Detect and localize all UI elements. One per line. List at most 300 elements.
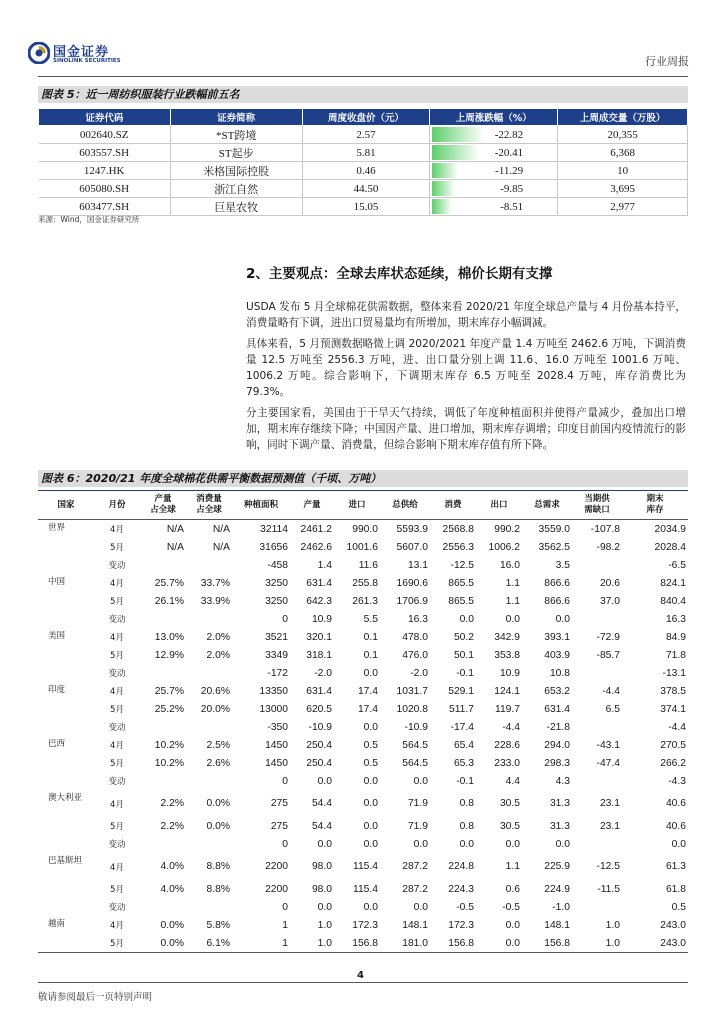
value-cell: 0.0 (363, 820, 378, 832)
value-cell: 0.0 (555, 613, 570, 625)
security-code: 603477.SH (39, 198, 171, 216)
value-cell: 115.4 (352, 861, 378, 872)
value-cell: 298.3 (544, 757, 570, 769)
figure5-title: 图表 5：近一周纺织服装行业跌幅前五名 (38, 86, 688, 103)
value-cell: N/A (166, 523, 184, 535)
value-cell: 0.0 (363, 901, 378, 913)
value-cell: 0.0 (505, 613, 520, 625)
table-row (38, 682, 688, 700)
value-cell: 61.8 (665, 883, 686, 895)
value-cell: -72.9 (596, 631, 620, 643)
value-cell: 0.5 (363, 739, 378, 751)
value-cell: 25.2% (154, 703, 184, 715)
change-cell (430, 162, 558, 180)
value-cell: 16.3 (665, 613, 686, 625)
value-cell: 4.0% (160, 883, 184, 895)
month-cell: 4月 (110, 741, 124, 751)
close-price: 44.50 (302, 180, 430, 198)
value-cell: -2.0 (410, 667, 428, 679)
security-name: ST起步 (170, 144, 302, 162)
value-cell: 2.2% (160, 798, 184, 809)
change-value: -8.51 (500, 200, 524, 213)
value-cell: 990.0 (352, 523, 378, 535)
figure6-title: 图表 6：2020/21 年度全球棉花供需平衡数据预测值（千顷、万吨） (38, 470, 688, 487)
value-cell (140, 556, 186, 574)
value-cell: 4.4 (505, 775, 520, 787)
value-cell: 16.3 (407, 613, 428, 625)
value-cell: -0.1 (456, 667, 474, 679)
col-header: 证券简称 (170, 109, 302, 126)
month-cell: 4月 (110, 862, 124, 873)
value-cell: 3250 (265, 595, 288, 607)
table-row (39, 180, 688, 198)
volume: 20,355 (558, 126, 688, 144)
value-cell: 26.1% (154, 595, 184, 607)
value-cell: 33.7% (200, 577, 230, 589)
value-cell: 98.0 (311, 861, 332, 872)
value-cell: 243.0 (660, 919, 686, 931)
table-row (39, 162, 688, 180)
value-cell: 0.0 (413, 901, 428, 913)
value-cell: -4.4 (502, 721, 520, 733)
country-cell: 越南 (48, 919, 66, 929)
month-cell: 4月 (110, 687, 124, 697)
country-cell: 美国 (48, 631, 66, 641)
value-cell: 0.0 (363, 775, 378, 787)
value-cell: 13350 (259, 685, 288, 697)
value-cell: 865.5 (448, 577, 474, 589)
table-row (38, 817, 688, 835)
month-cell: 5月 (94, 934, 140, 953)
value-cell: 1.4 (317, 559, 332, 571)
value-cell: 1450 (265, 757, 288, 769)
security-code: 1247.HK (39, 162, 171, 180)
value-cell: 23.1 (599, 798, 620, 809)
company-logo (28, 40, 133, 72)
country-cell (38, 700, 94, 718)
value-cell (140, 718, 186, 736)
value-cell: 8.8% (206, 883, 230, 895)
country-cell (38, 610, 94, 628)
value-cell: 2.0% (206, 649, 230, 661)
country-cell (38, 592, 94, 610)
value-cell: 54.4 (311, 798, 332, 809)
value-cell: -0.5 (502, 901, 520, 913)
country-cell (38, 817, 94, 835)
change-cell (430, 198, 558, 216)
value-cell: 0.0% (160, 919, 184, 931)
value-cell: 156.8 (430, 934, 476, 953)
value-cell: 2200 (265, 861, 288, 872)
value-cell: 3559.0 (538, 523, 570, 535)
value-cell: -17.4 (450, 721, 474, 733)
value-cell: 71.8 (665, 649, 686, 661)
country-cell (38, 754, 94, 772)
value-cell: 0.0 (413, 838, 428, 850)
value-cell: 2568.8 (442, 523, 474, 535)
col-header: 上周成交量（万股） (558, 109, 688, 126)
value-cell: 156.8 (522, 934, 572, 953)
figure6-table (38, 490, 688, 953)
value-cell: 2.0% (206, 631, 230, 643)
change-bar (432, 181, 454, 196)
change-value: -20.41 (494, 146, 524, 159)
change-cell (430, 126, 558, 144)
value-cell: 266.2 (660, 757, 686, 769)
value-cell: 10.9 (311, 613, 332, 625)
value-cell: 824.1 (660, 577, 686, 589)
value-cell: 393.1 (544, 631, 570, 643)
value-cell: 225.9 (544, 861, 570, 872)
value-cell: 0.0 (317, 901, 332, 913)
value-cell: 50.1 (453, 649, 474, 661)
month-cell: 5月 (110, 543, 124, 553)
value-cell: 866.6 (544, 577, 570, 589)
sinolink-logo-icon (28, 42, 50, 64)
value-cell (186, 664, 232, 682)
col-header: 当期供 需缺口 (572, 491, 622, 520)
value-cell: 5593.9 (396, 523, 428, 535)
security-name: 巨星农牧 (170, 198, 302, 216)
country-cell: 巴基斯坦 (48, 856, 83, 866)
value-cell: 98.0 (311, 883, 332, 895)
paragraph-2: 具体来看，5 月预测数据略微上调 2020/2021 年度产量 1.4 万吨至 2462.6 万吨，下调消费量 12.5 万吨至 2556.3 万吨，进、出口量分别上调 11.6、16.0 万吨至 1001.6 万吨、1006.2 万吨。综合影响下，下调期末库存 6.5 万吨至 2028.4 万吨，库存消费比为 79.3%。 (246, 338, 686, 398)
value-cell: 564.5 (402, 739, 428, 751)
value-cell: 181.0 (380, 934, 430, 953)
value-cell: 318.1 (306, 649, 332, 661)
value-cell: -172 (267, 667, 288, 679)
value-cell: 653.2 (544, 685, 570, 697)
value-cell: 1.0 (605, 919, 620, 931)
value-cell: 71.9 (407, 798, 428, 809)
value-cell: 31656 (259, 541, 288, 553)
value-cell: 1706.9 (396, 595, 428, 607)
col-header: 周度收盘价（元） (302, 109, 430, 126)
value-cell: 275 (270, 798, 288, 809)
value-cell: 0 (282, 901, 288, 913)
value-cell: 0.0 (317, 775, 332, 787)
value-cell: 6.1% (186, 934, 232, 953)
value-cell: 320.1 (306, 631, 332, 643)
col-header: 证券代码 (39, 109, 171, 126)
value-cell: 1450 (265, 739, 288, 751)
country-cell: 印度 (48, 685, 66, 695)
value-cell: 0 (282, 775, 288, 787)
change-bar (432, 199, 451, 214)
table-row (38, 646, 688, 664)
month-cell: 5月 (110, 885, 124, 895)
value-cell: 0.0 (363, 838, 378, 850)
month-cell: 5月 (110, 759, 124, 769)
value-cell (186, 898, 232, 916)
value-cell: 378.5 (660, 685, 686, 697)
change-cell (430, 144, 558, 162)
country-cell (38, 835, 94, 853)
month-cell: 4月 (110, 921, 124, 931)
value-cell: -0.1 (456, 775, 474, 787)
value-cell: 12.9% (154, 649, 184, 661)
value-cell: 20.6 (599, 577, 620, 589)
value-cell: 0.0 (459, 613, 474, 625)
value-cell: 84.9 (665, 631, 686, 643)
value-cell: 119.7 (494, 703, 520, 715)
col-header: 消费 (430, 491, 476, 520)
change-value: -11.29 (495, 164, 524, 177)
value-cell: 1 (282, 919, 288, 931)
value-cell: 40.6 (665, 798, 686, 809)
value-cell: 40.6 (665, 820, 686, 832)
table-row (38, 754, 688, 772)
value-cell: 11.6 (358, 559, 378, 571)
value-cell: 13000 (259, 703, 288, 715)
change-bar (432, 127, 484, 142)
table-row (38, 610, 688, 628)
value-cell: 65.3 (453, 757, 474, 769)
value-cell: -4.4 (668, 721, 686, 733)
security-name: 浙江自然 (170, 180, 302, 198)
value-cell: 250.4 (306, 757, 332, 769)
value-cell: 0.0% (140, 934, 186, 953)
value-cell: -350 (267, 721, 288, 733)
col-header: 上周涨跌幅（%） (430, 109, 558, 126)
value-cell: 261.3 (352, 595, 378, 607)
month-cell: 5月 (110, 822, 124, 832)
month-cell: 变动 (108, 615, 126, 625)
value-cell: 353.8 (494, 649, 520, 661)
value-cell: -85.7 (596, 649, 620, 661)
footer-disclaimer: 敬请参阅最后一页特别声明 (38, 992, 153, 1003)
value-cell (140, 664, 186, 682)
table-row (38, 934, 688, 953)
value-cell (140, 898, 186, 916)
value-cell: 287.2 (402, 861, 428, 872)
security-name: 米格国际控股 (170, 162, 302, 180)
value-cell: 0.0% (206, 820, 230, 832)
value-cell: 255.8 (352, 577, 378, 589)
value-cell: 403.9 (544, 649, 570, 661)
table-row (38, 664, 688, 682)
volume: 6,368 (558, 144, 688, 162)
figure5-header-row (39, 109, 688, 126)
value-cell: 2.2% (160, 820, 184, 832)
table-row (38, 592, 688, 610)
value-cell: 233.0 (494, 757, 520, 769)
value-cell: 3562.5 (538, 541, 570, 553)
value-cell (140, 772, 186, 790)
value-cell: 620.5 (306, 703, 332, 715)
paragraph-1: USDA 发布 5 月全球棉花供需数据，整体来看 2020/21 年度全球总产量与 4 月份基本持平，消费量略有下调，进出口贸易量均有所增加，期末库存小幅调减。 (246, 301, 686, 329)
value-cell: 4.3 (555, 775, 570, 787)
value-cell: 3349 (265, 649, 288, 661)
security-code: 002640.SZ (39, 126, 171, 144)
value-cell: 0 (282, 838, 288, 850)
value-cell: -21.8 (546, 721, 570, 733)
value-cell: 25.7% (154, 577, 184, 589)
month-cell: 4月 (110, 525, 124, 535)
figure5-source: 来源：Wind，国金证券研究所 (38, 215, 140, 224)
change-value: -22.82 (494, 128, 524, 141)
value-cell: -1.0 (552, 901, 570, 913)
value-cell: 10.2% (154, 757, 184, 769)
col-header: 总供给 (380, 491, 430, 520)
security-code: 605080.SH (39, 180, 171, 198)
value-cell: 0.0 (555, 838, 570, 850)
value-cell: N/A (212, 523, 230, 535)
value-cell (572, 556, 622, 574)
value-cell: 33.9% (200, 595, 230, 607)
col-header: 月份 (94, 491, 140, 520)
value-cell: 115.4 (352, 883, 378, 895)
value-cell: 865.5 (448, 595, 474, 607)
value-cell: -458 (267, 559, 288, 571)
value-cell: -4.4 (602, 685, 620, 697)
footer-divider (38, 982, 688, 983)
page-number: 4 (357, 970, 364, 981)
country-cell (38, 934, 94, 953)
value-cell (572, 772, 622, 790)
table-row (39, 198, 688, 216)
value-cell: 270.5 (660, 739, 686, 751)
volume: 10 (558, 162, 688, 180)
close-price: 5.81 (302, 144, 430, 162)
month-cell: 5月 (110, 705, 124, 715)
value-cell: 1 (232, 934, 290, 953)
change-cell (430, 180, 558, 198)
value-cell: 0.0 (363, 667, 378, 679)
value-cell: -2.0 (314, 667, 332, 679)
value-cell: 17.4 (357, 703, 378, 715)
value-cell: 23.1 (599, 820, 620, 832)
value-cell: 1690.6 (396, 577, 428, 589)
value-cell: 0.0 (671, 838, 686, 850)
col-header: 消费量 占全球 (186, 491, 232, 520)
value-cell (572, 664, 622, 682)
table-row (38, 736, 688, 754)
value-cell: 61.3 (665, 861, 686, 872)
value-cell: 287.2 (402, 883, 428, 895)
value-cell: 2556.3 (442, 541, 474, 553)
value-cell: 3250 (265, 577, 288, 589)
value-cell: 31.3 (549, 820, 570, 832)
value-cell: 54.4 (311, 820, 332, 832)
value-cell: 0.8 (459, 798, 474, 809)
value-cell: 564.5 (402, 757, 428, 769)
country-cell (38, 880, 94, 898)
close-price: 2.57 (302, 126, 430, 144)
value-cell: 30.5 (499, 820, 520, 832)
value-cell (572, 610, 622, 628)
value-cell: 0.5 (671, 901, 686, 913)
logo-text-en: SINOLINK SECURITIES (53, 58, 121, 64)
value-cell: 0.0% (206, 798, 230, 809)
value-cell: 1.1 (505, 861, 520, 872)
value-cell: 631.4 (544, 703, 570, 715)
value-cell: 294.0 (544, 739, 570, 751)
value-cell: 840.4 (660, 595, 686, 607)
change-bar (432, 163, 458, 178)
value-cell: 6.5 (605, 703, 620, 715)
value-cell: 5.5 (363, 613, 378, 625)
change-bar (432, 145, 479, 160)
value-cell: 32114 (260, 523, 288, 535)
value-cell: 2461.2 (300, 523, 332, 535)
value-cell: 1.1 (505, 595, 520, 607)
value-cell: -107.8 (590, 523, 620, 535)
value-cell: 2028.4 (654, 541, 686, 553)
value-cell: 0.8 (459, 820, 474, 832)
value-cell: 17.4 (357, 685, 378, 697)
value-cell (572, 898, 622, 916)
document-type: 行业周报 (645, 55, 689, 68)
value-cell: 10.2% (154, 739, 184, 751)
value-cell: 0 (282, 613, 288, 625)
country-cell (38, 556, 94, 574)
value-cell: 243.0 (622, 934, 688, 953)
value-cell: 0.0 (317, 838, 332, 850)
country-cell: 巴西 (48, 739, 66, 749)
value-cell: 0.0 (476, 934, 522, 953)
country-cell: 世界 (48, 523, 66, 533)
month-cell: 4月 (110, 579, 124, 589)
month-cell: 变动 (108, 669, 126, 679)
value-cell: 0.1 (363, 649, 378, 661)
value-cell (572, 835, 622, 853)
month-cell: 5月 (110, 651, 124, 661)
value-cell: -10.9 (308, 721, 332, 733)
value-cell: 476.0 (402, 649, 428, 661)
value-cell: 3.5 (555, 559, 570, 571)
close-price: 0.46 (302, 162, 430, 180)
col-header: 产量 (290, 491, 334, 520)
security-code: 603557.SH (39, 144, 171, 162)
value-cell (186, 718, 232, 736)
value-cell: -98.2 (596, 541, 620, 553)
change-value: -9.85 (500, 182, 524, 195)
value-cell: 16.0 (499, 559, 520, 571)
value-cell: -4.3 (668, 775, 686, 787)
table-row (38, 853, 688, 880)
value-cell: -43.1 (596, 739, 620, 751)
value-cell: 250.4 (306, 739, 332, 751)
value-cell: 13.0% (154, 631, 184, 643)
value-cell: -10.9 (404, 721, 428, 733)
value-cell: 31.3 (549, 798, 570, 809)
table-row (38, 835, 688, 853)
value-cell (186, 556, 232, 574)
country-cell (38, 898, 94, 916)
month-cell: 4月 (110, 799, 124, 810)
country-cell: 中国 (48, 577, 66, 587)
value-cell: 529.1 (448, 685, 474, 697)
col-header: 期末 库存 (622, 491, 688, 520)
table-row (38, 916, 688, 934)
value-cell: 2034.9 (654, 523, 686, 535)
value-cell: 20.0% (200, 703, 230, 715)
value-cell: 1031.7 (396, 685, 428, 697)
header-divider (38, 76, 688, 77)
value-cell: 0.0 (505, 919, 520, 931)
value-cell: 1006.2 (488, 541, 520, 553)
value-cell: 148.1 (402, 919, 428, 931)
value-cell (140, 610, 186, 628)
value-cell: 156.8 (334, 934, 380, 953)
value-cell: 0.5 (363, 757, 378, 769)
security-name: *ST跨境 (170, 126, 302, 144)
close-price: 15.05 (302, 198, 430, 216)
value-cell: 0.0 (413, 775, 428, 787)
month-cell: 5月 (110, 597, 124, 607)
month-cell: 变动 (108, 777, 126, 787)
